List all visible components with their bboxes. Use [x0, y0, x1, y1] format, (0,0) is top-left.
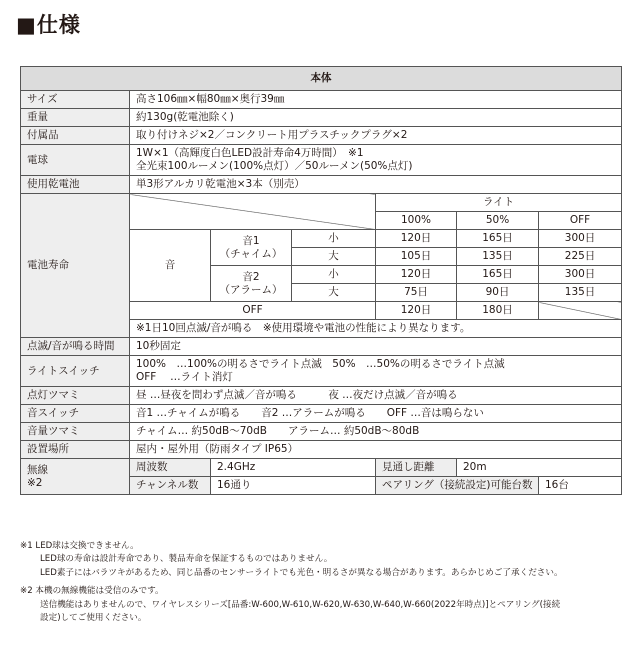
table-row	[21, 441, 622, 459]
table-cell: 120日	[376, 230, 457, 248]
footnote-2b: 設定)してご使用ください。	[40, 613, 147, 624]
accessories-label: 付属品	[21, 127, 130, 145]
pairing-value: 16台	[539, 477, 622, 495]
table-row	[21, 127, 622, 145]
footnote-2a: 送信機能はありませんので、ワイヤレスシリーズ[品番:W-600,W-610,W-620,W-630,W-640,W-660(2022年時点)]とペアリング(接続	[40, 599, 561, 610]
table-cell: 225日	[539, 248, 622, 266]
sound-switch-label: 音スイッチ	[21, 405, 130, 423]
location-value: 屋内・屋外用（防雨タイプ IP65）	[130, 441, 622, 459]
size-value: 高さ106㎜×幅80㎜×奥行39㎜	[130, 91, 622, 109]
channel-label: チャンネル数	[130, 477, 211, 495]
sound1-line-2: （チャイム）	[219, 247, 283, 260]
channel-value: 16通り	[211, 477, 376, 495]
volume-small: 小	[292, 230, 376, 248]
page-title: ■仕様	[16, 13, 81, 37]
table-cell: 75日	[376, 284, 457, 302]
table-row	[21, 356, 622, 387]
frequency-value: 2.4GHz	[211, 459, 376, 477]
mode-knob-label: 点灯ツマミ	[21, 387, 130, 405]
accessories-value: 取り付けネジ×2／コンクリート用プラスチックプラグ×2	[130, 127, 622, 145]
sound-switch-value: 音1 …チャイムが鳴る 音2 …アラームが鳴る OFF …音は鳴らない	[130, 405, 622, 423]
sound2-label	[211, 266, 292, 302]
table-cell: 300日	[539, 230, 622, 248]
table-row	[21, 387, 622, 405]
weight-value: 約130g(乾電池除く)	[130, 109, 622, 127]
volume-knob-label: 音量ツマミ	[21, 423, 130, 441]
table-cell: 165日	[457, 266, 539, 284]
light-level-50: 50%	[457, 212, 539, 230]
light-switch-value	[130, 356, 622, 387]
pairing-label: ペアリング（接続設定)可能台数	[376, 477, 539, 495]
table-row	[21, 194, 622, 212]
sound1-label	[211, 230, 292, 266]
table-cell: 135日	[457, 248, 539, 266]
table-cell: 300日	[539, 266, 622, 284]
table-row	[21, 145, 622, 176]
wireless-label-note: ※2	[27, 476, 43, 489]
table-cell: 90日	[457, 284, 539, 302]
table-cell: 180日	[457, 302, 539, 320]
light-switch-line-2: OFF …ライト消灯	[136, 371, 233, 383]
sound2-line-2: （アラーム）	[219, 283, 283, 296]
bulb-line-2: 全光束100ルーメン(100%点灯）／50ルーメン(50%点灯)	[136, 160, 413, 172]
table-row	[21, 67, 622, 91]
sound1-line-1: 音1	[242, 234, 260, 247]
footnotes	[20, 540, 625, 625]
empty-diagonal-cell	[539, 302, 622, 320]
wireless-label	[21, 459, 130, 495]
range-label: 見通し距離	[376, 459, 457, 477]
bulb-line-1: 1W×1（高輝度白色LED設計寿命4万時間） ※1	[136, 147, 364, 159]
location-label: 設置場所	[21, 441, 130, 459]
table-cell: 105日	[376, 248, 457, 266]
footnote-1a: LED球の寿命は設計寿命であり、製品寿命を保証するものではありません。	[40, 554, 333, 565]
table-cell: 120日	[376, 266, 457, 284]
sound-off-label: OFF	[130, 302, 376, 320]
battery-life-corner	[130, 194, 376, 230]
battery-life-label: 電池寿命	[21, 194, 130, 338]
table-row	[21, 338, 622, 356]
duration-label: 点滅/音が鳴る時間	[21, 338, 130, 356]
table-cell: 165日	[457, 230, 539, 248]
light-header: ライト	[376, 194, 622, 212]
light-level-off: OFF	[539, 212, 622, 230]
mode-knob-value: 昼 …昼夜を問わず点滅／音が鳴る 夜 …夜だけ点滅／音が鳴る	[130, 387, 622, 405]
table-row	[21, 176, 622, 194]
footnote-2: ※2 本機の無線機能は受信のみです。	[20, 586, 164, 597]
table-row	[21, 423, 622, 441]
sound2-line-1: 音2	[242, 270, 260, 283]
table-row	[21, 459, 622, 477]
frequency-label: 周波数	[130, 459, 211, 477]
battery-type-label: 使用乾電池	[21, 176, 130, 194]
range-value: 20m	[457, 459, 622, 477]
spec-table	[20, 66, 622, 495]
table-header: 本体	[21, 67, 622, 91]
duration-value: 10秒固定	[130, 338, 622, 356]
table-row	[21, 405, 622, 423]
volume-large: 大	[292, 248, 376, 266]
footnote-1: ※1 LED球は交換できません。	[20, 541, 139, 551]
footnote-1b: LED素子にはバラツキがあるため、同じ品番のセンサーライトでも光色・明るさが異なる場合があります。あらかじめご了承ください。	[40, 567, 563, 578]
size-label: サイズ	[21, 91, 130, 109]
bulb-value	[130, 145, 622, 176]
volume-knob-value: チャイム… 約50dB〜70dB アラーム… 約50dB〜80dB	[130, 423, 622, 441]
weight-label: 重量	[21, 109, 130, 127]
table-cell: 120日	[376, 302, 457, 320]
battery-type-value: 単3形アルカリ乾電池×3本（別売）	[130, 176, 622, 194]
volume-small: 小	[292, 266, 376, 284]
light-level-100: 100%	[376, 212, 457, 230]
table-cell: 135日	[539, 284, 622, 302]
volume-large: 大	[292, 284, 376, 302]
wireless-label-text: 無線	[27, 463, 48, 476]
sound-label: 音	[130, 230, 211, 302]
table-row	[21, 91, 622, 109]
bulb-label: 電球	[21, 145, 130, 176]
table-row	[21, 109, 622, 127]
light-switch-line-1: 100% …100%の明るさでライト点滅 50% …50%の明るさでライト点滅	[136, 358, 505, 370]
light-switch-label: ライトスイッチ	[21, 356, 130, 387]
battery-life-note: ※1日10回点滅/音が鳴る ※使用環境や電池の性能により異なります。	[130, 320, 622, 338]
